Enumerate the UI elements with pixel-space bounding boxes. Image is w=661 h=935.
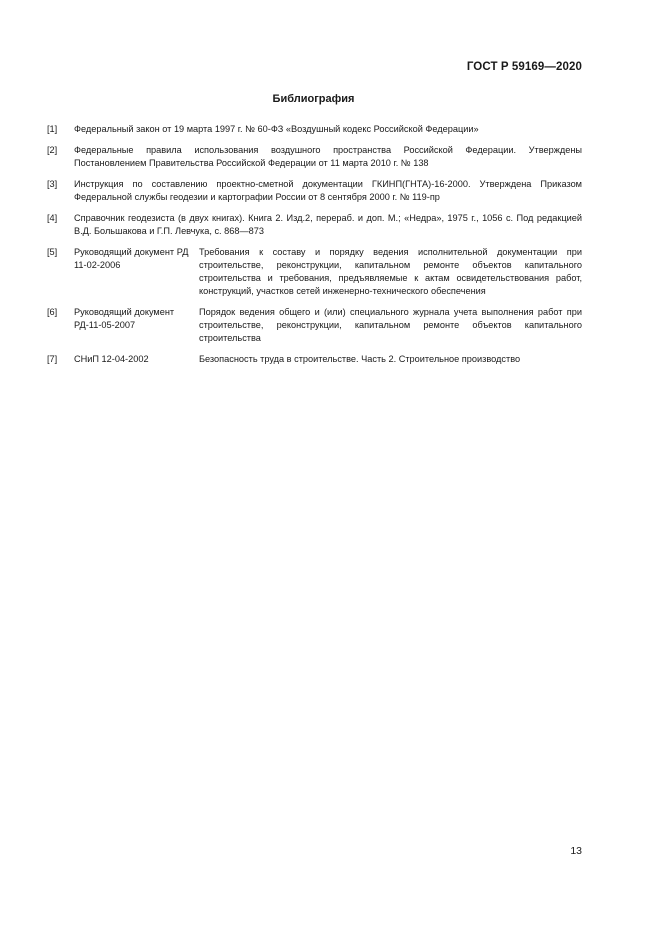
page-number: 13 bbox=[570, 845, 582, 857]
bibliography-entry bbox=[47, 144, 582, 170]
entry-number: [3] bbox=[47, 179, 58, 189]
entry-text: Федеральный закон от 19 марта 1997 г. № 60-ФЗ «Воздушный кодекс Российской Федерации» bbox=[74, 124, 479, 134]
entry-number: [7] bbox=[47, 354, 58, 364]
document-standard-header: ГОСТ Р 59169—2020 bbox=[466, 61, 582, 73]
entry-text: Справочник геодезиста (в двух книгах). Книга 2. Изд.2, перераб. и доп. М.; «Недра», 1975 г., 1056 с. Под редакцией В.Д. Большакова и Г.П. Левчука, с. 868—873 bbox=[74, 213, 582, 236]
entry-document-title: Порядок ведения общего и (или) специального журнала учета выполнения работ при строительстве, реконструкции, капитальном ремонте объектов капитального строительства bbox=[199, 307, 582, 343]
entry-text: Инструкция по составлению проектно-сметной документации ГКИНП(ГНТА)-16-2000. Утверждена Приказом Федеральной службы геодезии и картографии России от 8 сентября 2000 г. № 119-пр bbox=[74, 179, 582, 202]
bibliography-entry bbox=[47, 178, 582, 204]
bibliography-entry bbox=[47, 123, 582, 136]
entry-document-code: Руководящий документ РД-11-05-2007 bbox=[74, 307, 175, 330]
entry-number: [2] bbox=[47, 145, 58, 155]
entry-number: [1] bbox=[47, 124, 58, 134]
section-title: Библиография bbox=[272, 93, 355, 105]
entry-number: [5] bbox=[47, 247, 58, 257]
entry-number: [6] bbox=[47, 307, 58, 317]
bibliography-entry bbox=[47, 353, 582, 366]
entry-document-code: СНиП 12-04-2002 bbox=[74, 354, 149, 364]
entry-text: Федеральные правила использования воздушного пространства Российской Федерации. Утверждены Постановлением Правительства Российской Федерации от 11 марта 2010 г. № 138 bbox=[74, 145, 582, 168]
entry-document-title: Безопасность труда в строительстве. Часть 2. Строительное производство bbox=[199, 354, 521, 364]
bibliography-entry bbox=[47, 306, 582, 345]
bibliography-list bbox=[47, 123, 582, 374]
bibliography-entry bbox=[47, 246, 582, 298]
entry-document-title: Требования к составу и порядку ведения исполнительной документации при строительстве, реконструкции, капитальном ремонте объектов капитального строительства и требования, предъявляемые к актам освидетельствования работ, конструкций, участков сетей инженерно-технического обеспечения bbox=[199, 247, 582, 296]
entry-document-code: Руководящий документ РД 11-02-2006 bbox=[74, 247, 189, 270]
bibliography-entry bbox=[47, 212, 582, 238]
entry-number: [4] bbox=[47, 213, 58, 223]
